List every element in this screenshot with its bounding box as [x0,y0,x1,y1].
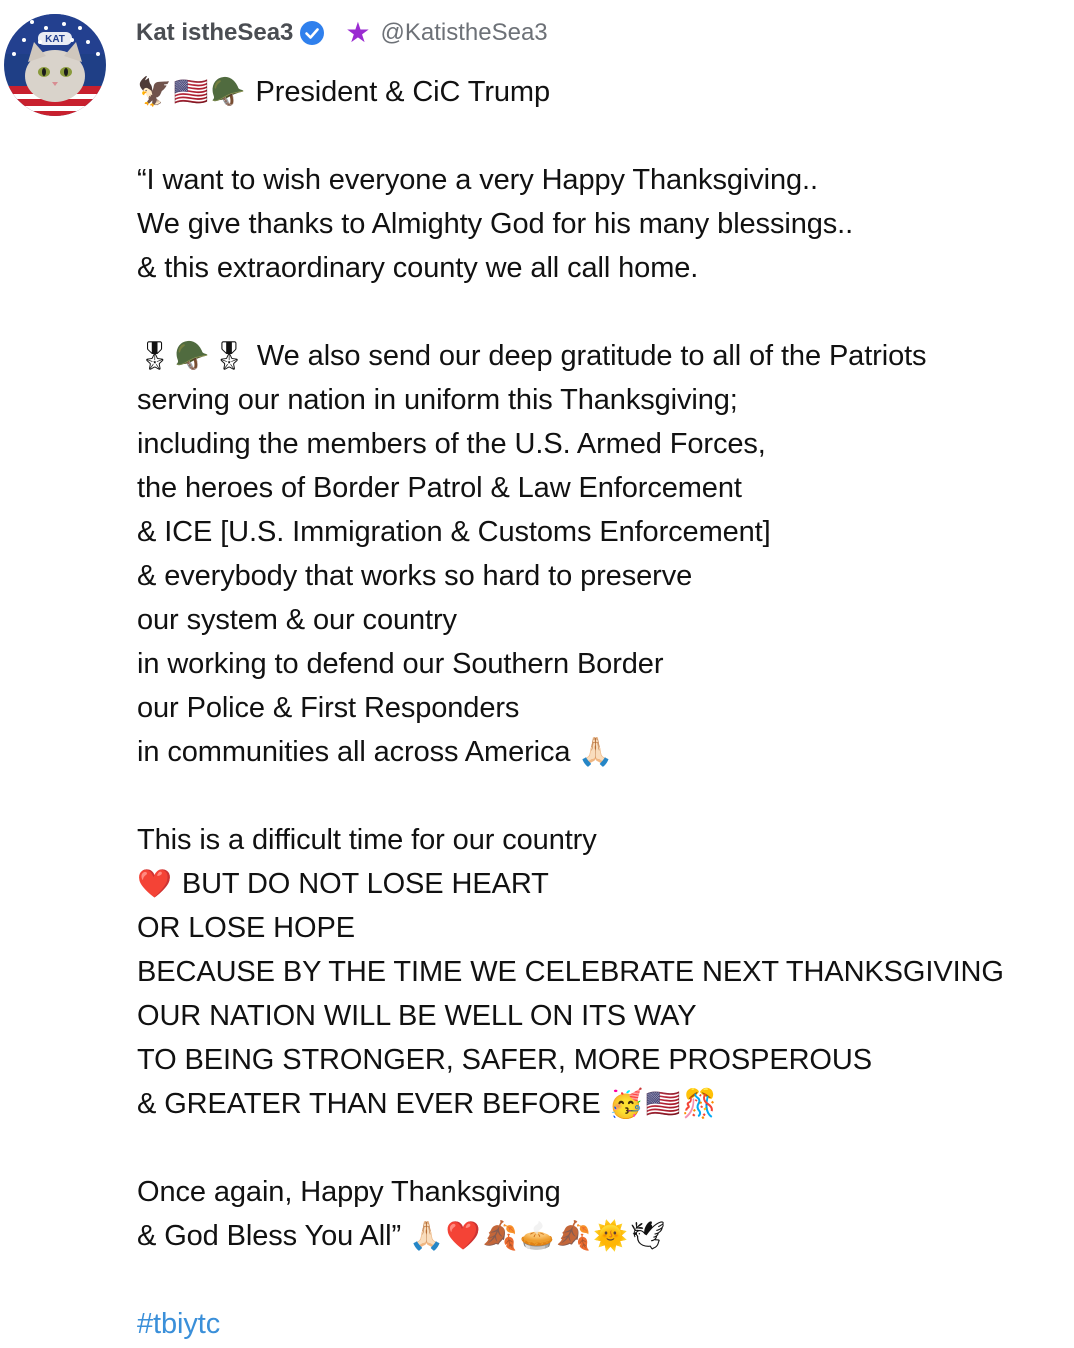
post-line: in working to defend our Southern Border [137,648,664,680]
post-line [137,1082,1067,1126]
hashtag-link[interactable]: #tbiytc [137,1308,221,1340]
post-line [137,730,1067,774]
blank-line [137,1126,1067,1170]
author-display-name[interactable]: Kat istheSea3 [136,19,294,46]
post-line [137,1302,1067,1346]
blank-line [137,290,1067,334]
closing-emoji-row: 🙏🏻❤️🍂🥧🍂🌞🕊 [408,1219,668,1252]
post-text: President & CiC Trump [247,76,550,108]
post-line: & this extraordinary county we all call home. [137,252,699,284]
post-line [137,1214,1067,1258]
post-text: We also send our deep gratitude to all of the Patriots [248,340,927,372]
post-line: OUR NATION WILL BE WELL ON ITS WAY [137,1000,697,1032]
avatar-badge-text: KAT [45,34,65,45]
medal-helmet-medal-emoji: 🎖🪖🎖 [137,339,249,372]
post-line: Once again, Happy Thanksgiving [137,1176,561,1208]
post-line: our Police & First Responders [137,692,520,724]
cat-avatar-image [4,14,106,116]
post-line: We give thanks to Almighty God for his many blessings.. [137,208,854,240]
post-line: This is a difficult time for our country [137,824,597,856]
post-body [137,70,1067,1346]
praying-hands-emoji: 🙏🏻 [578,735,616,768]
post-line: serving our nation in uniform this Thanksgiving; [137,384,738,416]
post-line [137,862,1067,906]
post-line: including the members of the U.S. Armed Forces, [137,428,766,460]
post-text: in communities all across America [137,736,579,768]
blank-line [137,1258,1067,1302]
post-line: & everybody that works so hard to preserve [137,560,693,592]
party-flag-confetti-emoji: 🥳🇺🇸🎊 [608,1087,720,1120]
post-line: & ICE [U.S. Immigration & Customs Enforcement] [137,516,771,548]
star-icon: ★ [345,17,371,48]
post-line: BECAUSE BY THE TIME WE CELEBRATE NEXT THANKSGIVING [137,956,1004,988]
author-handle[interactable]: @KatistheSea3 [380,19,548,46]
post-text: BUT DO NOT LOSE HEART [173,868,549,900]
post-text: & GREATER THAN EVER BEFORE [137,1088,609,1120]
post-line: OR LOSE HOPE [137,912,355,944]
author-avatar[interactable] [4,14,106,116]
verified-check-icon [299,20,325,46]
post-line: TO BEING STRONGER, SAFER, MORE PROSPEROUS [137,1044,872,1076]
post-line [137,334,1067,378]
blank-line [137,774,1067,818]
blank-line [137,114,1067,158]
post-line [137,70,1067,114]
eagle-flag-helmet-emoji: 🦅🇺🇸🪖 [137,75,248,108]
post-text: & God Bless You All” [137,1220,409,1252]
post-line: “I want to wish everyone a very Happy Thanksgiving.. [137,164,818,196]
post-line: the heroes of Border Patrol & Law Enforcement [137,472,742,504]
post-line: our system & our country [137,604,457,636]
post-header [136,16,548,50]
red-heart-emoji: ❤️ [137,867,174,900]
